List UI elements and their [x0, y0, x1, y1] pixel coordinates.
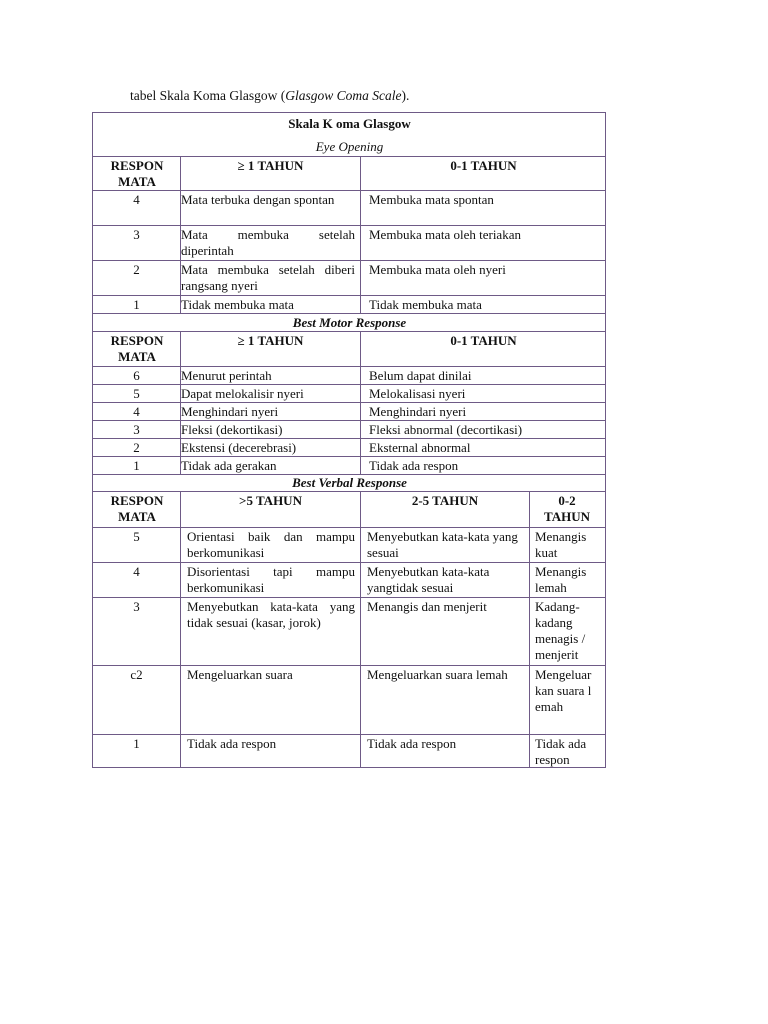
- child-cell: Membuka mata oleh teriakan: [369, 227, 521, 242]
- score-cell: 1: [133, 297, 140, 312]
- score-cell: 4: [133, 404, 140, 419]
- child-cell: Menghindari nyeri: [369, 404, 467, 419]
- grid-line: [93, 313, 606, 314]
- grid-line: [93, 156, 606, 157]
- grid-line: [93, 438, 606, 439]
- age-0-2-cell: Menangis kuat: [535, 529, 587, 560]
- age-2-5-cell: Menyebutkan kata-kata yang sesuai: [367, 529, 518, 560]
- column-header-child: 0-1 TAHUN: [450, 158, 517, 173]
- over-5-cell: Tidak ada respon: [187, 736, 277, 751]
- over-5-cell: Mengeluarkan suara: [187, 667, 293, 682]
- column-header-respon: RESPON MATA: [110, 158, 164, 189]
- grid-line: [93, 295, 606, 296]
- grid-line: [93, 402, 606, 403]
- score-cell: c2: [130, 667, 143, 682]
- grid-line: [93, 420, 606, 421]
- age-0-2-cell: Kadang-kadang menagis / menjerit: [535, 599, 586, 662]
- adult-cell: Menurut perintah: [181, 368, 272, 383]
- grid-line: [93, 456, 606, 457]
- grid-line: [93, 225, 606, 226]
- age-2-5-cell: Menyebutkan kata-kata yangtidak sesuai: [367, 564, 490, 595]
- over-5-cell: Disorientasi tapi mampu berkomunikasi: [187, 564, 355, 595]
- score-cell: 4: [133, 192, 140, 207]
- grid-line: [360, 491, 361, 768]
- child-cell: Melokalisasi nyeri: [369, 386, 466, 401]
- grid-line: [529, 491, 530, 768]
- table-caption: tabel Skala Koma Glasgow (Glasgow Coma Scale).: [130, 88, 410, 103]
- score-cell: 2: [133, 440, 140, 455]
- child-cell: Membuka mata spontan: [369, 192, 494, 207]
- adult-cell: Ekstensi (decerebrasi): [181, 440, 297, 455]
- column-header-respon: RESPON MATA: [110, 493, 164, 524]
- score-cell: 2: [133, 262, 140, 277]
- score-cell: 3: [133, 227, 140, 242]
- score-cell: 3: [133, 422, 140, 437]
- grid-line: [360, 156, 361, 313]
- child-cell: Fleksi abnormal (decortikasi): [369, 422, 523, 437]
- child-cell: Tidak membuka mata: [369, 297, 482, 312]
- age-2-5-cell: Mengeluarkan suara lemah: [367, 667, 508, 682]
- adult-cell: Fleksi (dekortikasi): [181, 422, 283, 437]
- adult-cell: Mata membuka setelah diperintah: [181, 227, 355, 258]
- section-heading-verbal: Best Verbal Response: [292, 475, 407, 490]
- adult-cell: Tidak membuka mata: [181, 297, 294, 312]
- over-5-cell: Menyebutkan kata-kata yang tidak sesuai (kasar, jorok): [187, 599, 355, 630]
- grid-line: [360, 331, 361, 474]
- column-header-adult: ≥ 1 TAHUN: [237, 158, 304, 173]
- table-title: Skala K oma Glasgow: [288, 116, 411, 131]
- adult-cell: Dapat melokalisir nyeri: [181, 386, 304, 401]
- age-0-2-cell: Menangis lemah: [535, 564, 587, 595]
- age-0-2-cell: Tidak ada respon: [535, 736, 587, 767]
- age-0-2-cell: Mengeluarkan suara lemah: [535, 667, 592, 714]
- grid-line: [93, 331, 606, 332]
- child-cell: Tidak ada respon: [369, 458, 459, 473]
- column-header-2-5: 2-5 TAHUN: [411, 493, 479, 508]
- adult-cell: Tidak ada gerakan: [181, 458, 277, 473]
- grid-line: [93, 384, 606, 385]
- column-header-child: 0-1 TAHUN: [450, 333, 517, 348]
- score-cell: 1: [133, 458, 140, 473]
- section-heading-eye: Eye Opening: [315, 139, 384, 154]
- score-cell: 1: [133, 736, 140, 751]
- column-header-respon: RESPON MATA: [110, 333, 164, 364]
- adult-cell: Mata terbuka dengan spontan: [181, 192, 335, 207]
- column-header-0-2: 0-2 TAHUN: [544, 493, 590, 524]
- score-cell: 3: [133, 599, 140, 614]
- section-heading-motor: Best Motor Response: [292, 315, 407, 330]
- child-cell: Belum dapat dinilai: [369, 368, 472, 383]
- age-2-5-cell: Menangis dan menjerit: [367, 599, 487, 614]
- grid-line: [93, 260, 606, 261]
- score-cell: 5: [133, 529, 140, 544]
- age-2-5-cell: Tidak ada respon: [367, 736, 457, 751]
- child-cell: Eksternal abnormal: [369, 440, 471, 455]
- adult-cell: Mata membuka setelah diberi rangsang nyeri: [181, 262, 355, 293]
- over-5-cell: Orientasi baik dan mampu berkomunikasi: [187, 529, 355, 560]
- score-cell: 4: [133, 564, 140, 579]
- grid-line: [93, 190, 606, 191]
- score-cell: 6: [133, 368, 140, 383]
- gcs-table: [92, 112, 606, 768]
- column-header-over-5: >5 TAHUN: [239, 493, 302, 508]
- score-cell: 5: [133, 386, 140, 401]
- child-cell: Membuka mata oleh nyeri: [369, 262, 506, 277]
- grid-line: [180, 491, 181, 768]
- grid-line: [93, 366, 606, 367]
- caption-italic: Glasgow Coma Scale: [285, 88, 402, 103]
- column-header-adult: ≥ 1 TAHUN: [237, 333, 304, 348]
- adult-cell: Menghindari nyeri: [181, 404, 279, 419]
